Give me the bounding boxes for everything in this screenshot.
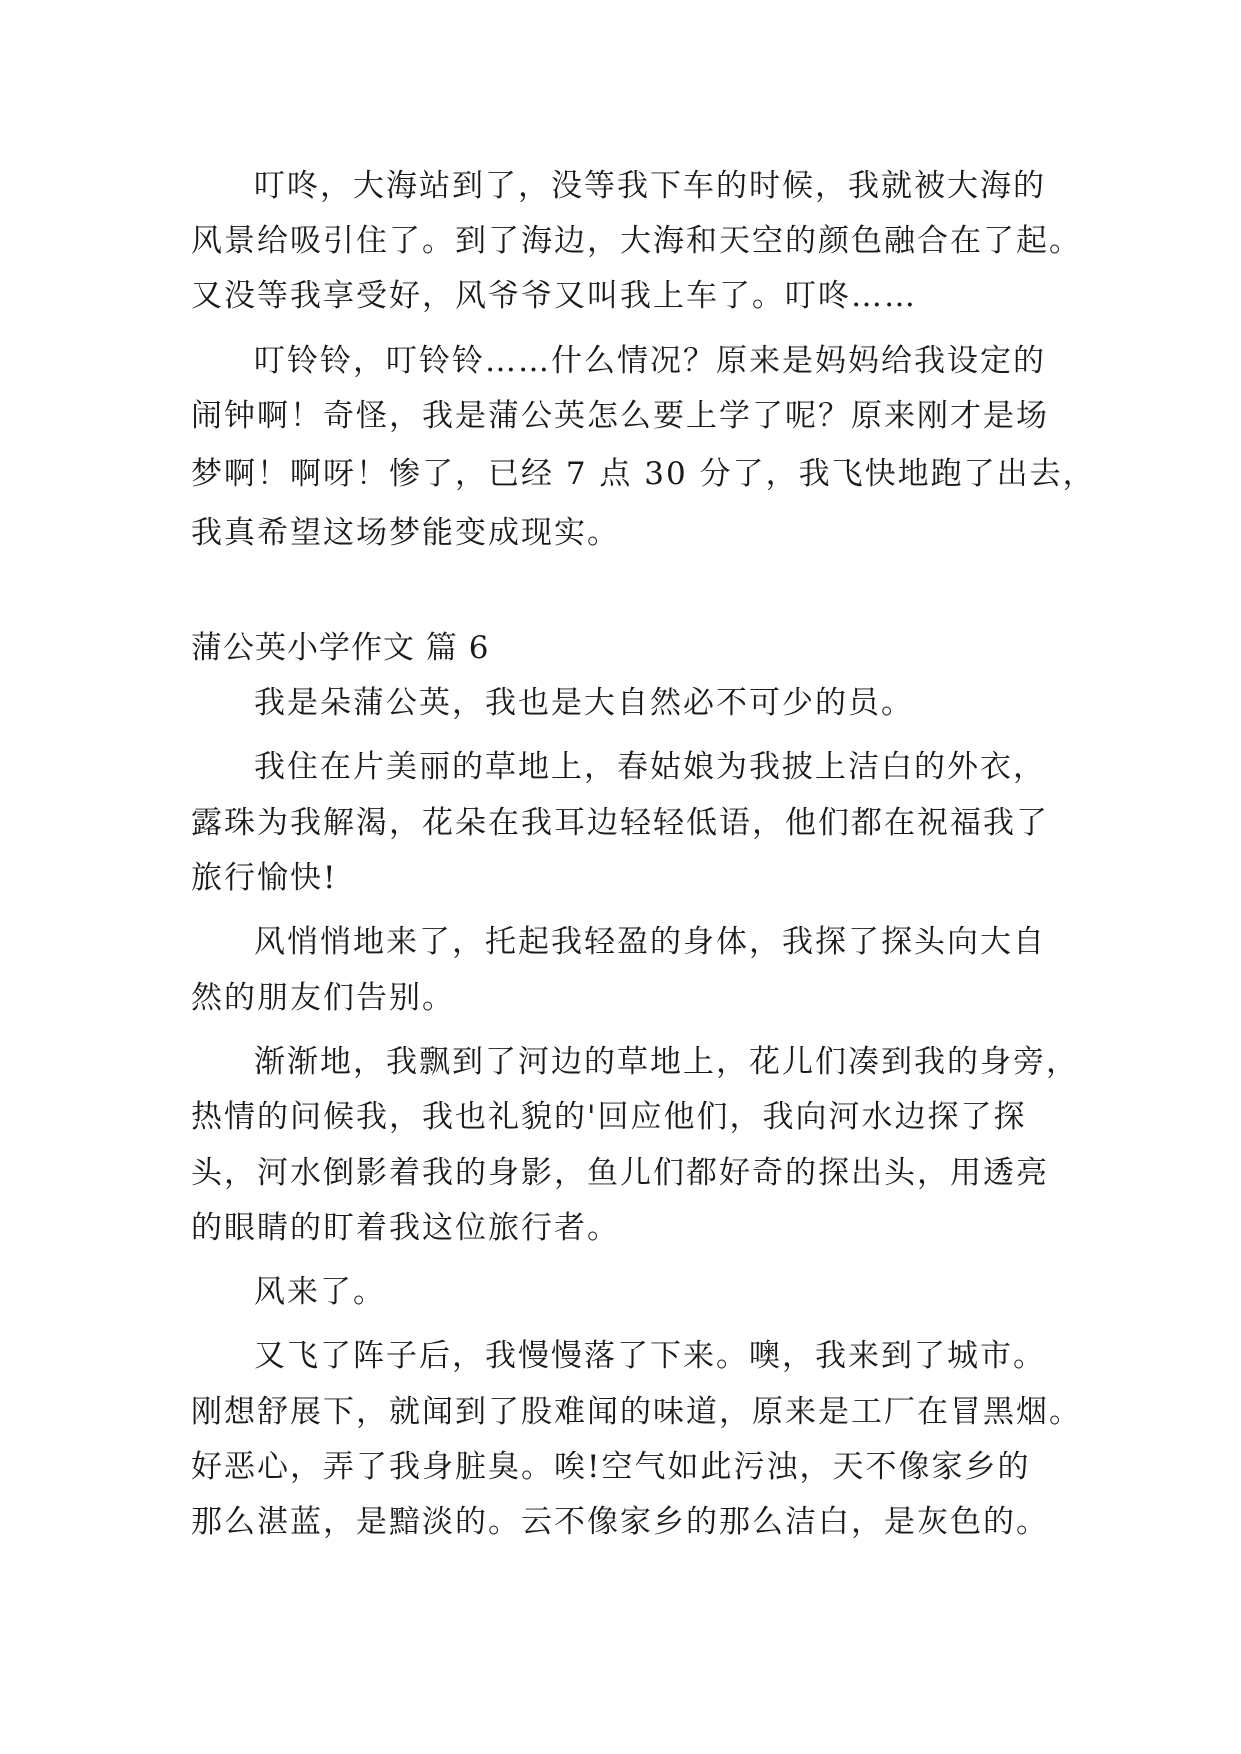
section-heading: 蒲公英小学作文 篇 6 (191, 630, 490, 666)
paragraph-line: 闹钟啊！奇怪，我是蒲公英怎么要上学了呢？原来刚才是场 (191, 398, 1049, 434)
paragraph-line: 叮咚，大海站到了，没等我下车的时候，我就被大海的 (254, 168, 1046, 204)
paragraph-line: 风悄悄地来了，托起我轻盈的身体，我探了探头向大自 (254, 924, 1046, 960)
paragraph-line: 风景给吸引住了。到了海边，大海和天空的颜色融合在了起。 (191, 223, 1082, 259)
paragraph-line: 然的朋友们告别。 (191, 980, 455, 1016)
paragraph-line: 我真希望这场梦能变成现实。 (191, 515, 620, 551)
paragraph-line: 刚想舒展下，就闻到了股难闻的味道，原来是工厂在冒黑烟。 (191, 1394, 1082, 1430)
paragraph-line: 旅行愉快! (191, 860, 338, 896)
paragraph-line: 热情的问候我，我也礼貌的'回应他们，我向河水边探了探 (191, 1099, 1027, 1135)
paragraph-line: 我是朵蒲公英，我也是大自然必不可少的员。 (254, 685, 914, 721)
paragraph-line: 那么湛蓝，是黯淡的。云不像家乡的那么洁白，是灰色的。 (191, 1504, 1049, 1540)
paragraph-line: 好恶心，弄了我身脏臭。唉!空气如此污浊，天不像家乡的 (191, 1449, 1031, 1485)
paragraph-line: 叮铃铃，叮铃铃……什么情况？原来是妈妈给我设定的 (254, 343, 1046, 379)
paragraph-line: 头，河水倒影着我的身影，鱼儿们都好奇的探出头，用透亮 (191, 1155, 1049, 1191)
paragraph-line: 渐渐地，我飘到了河边的草地上，花儿们凑到我的身旁， (254, 1044, 1079, 1080)
paragraph-line: 又没等我享受好，风爷爷又叫我上车了。叮咚…… (191, 278, 917, 314)
paragraph-line: 风来了。 (254, 1274, 386, 1310)
paragraph-line: 的眼睛的盯着我这位旅行者。 (191, 1210, 620, 1246)
paragraph-line: 梦啊！啊呀！惨了，已经 7 点 30 分了，我飞快地跑了出去， (191, 456, 1096, 492)
paragraph-line: 我住在片美丽的草地上，春姑娘为我披上洁白的外衣， (254, 749, 1046, 785)
paragraph-line: 又飞了阵子后，我慢慢落了下来。噢，我来到了城市。 (254, 1338, 1046, 1374)
paragraph-line: 露珠为我解渴，花朵在我耳边轻轻低语，他们都在祝福我了 (191, 805, 1049, 841)
